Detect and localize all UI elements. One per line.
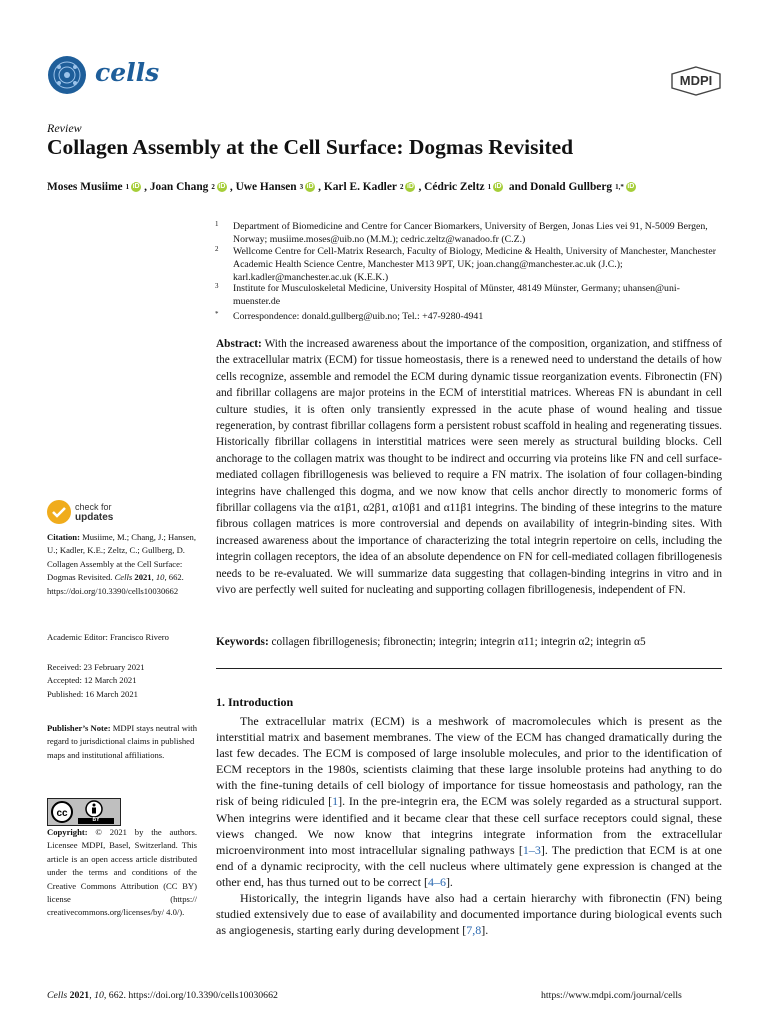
check-for-updates-button[interactable]: [47, 500, 147, 526]
author-name: Moses Musiime: [47, 181, 123, 193]
citation-label: Citation:: [47, 532, 80, 542]
article-type: Review: [47, 121, 82, 135]
author-separator: ,: [144, 181, 150, 193]
section-heading: 1. Introduction: [216, 695, 294, 709]
orcid-icon[interactable]: iD: [494, 183, 502, 190]
orcid-icon[interactable]: iD: [306, 183, 314, 190]
keywords-text: collagen fibrillogenesis; fibronectin; integrin; integrin α11; integrin α2; integrin α5: [271, 636, 646, 648]
author-name: Joan Chang: [149, 181, 209, 193]
orcid-icon[interactable]: iD: [406, 183, 414, 190]
accepted-date: Accepted: 12 March 2021: [47, 675, 137, 686]
paragraph: Historically, the integrin ligands have also had a certain hierarchy with fibronectin (FN) being studied extensively due to ease of availability and documented importance during biological events such as angiogenesis, starting early during development [7,8].: [216, 891, 722, 938]
journal-name[interactable]: cells: [95, 58, 160, 87]
citation-link[interactable]: 1–3: [522, 842, 541, 857]
mdpi-logo[interactable]: [670, 66, 722, 96]
author-name: Uwe Hansen: [235, 181, 297, 193]
received-date: Received: 23 February 2021: [47, 662, 145, 672]
footer-journal-url[interactable]: https://www.mdpi.com/journal/cells: [541, 990, 682, 1001]
abstract-label: Abstract:: [216, 338, 262, 350]
paragraph: The extracellular matrix (ECM) is a meshwork of macromolecules which is present as the interstitial matrix and basement membranes. The view of the ECM has changed dramatically during the last few decades. The ECM is composed of large insoluble molecules, and prior to the identification of ECM receptors in the 1980s, scientists claiming that these large insoluble proteins had anything to do with the fine-tuning details of cell biology of importance for tissue homeostasis and pathology, ran the risk of being ridiculed [1]. In the pre-integrin era, the ECM was solely regarded as a structural support. When integrins were identified and it became clear that these cell surface receptors could signal, these views changed. We now know that integrins integrate information from the extracellular microenvironment into most intracellular signaling pathways [1–3]. The prediction that ECM is at one end of a dynamic reciprocity, with the cell nucleus where ultimately gene expression is changed at the other end, has thus turned out to be correct [4–6].: [216, 714, 723, 889]
check-line2: updates: [75, 512, 114, 523]
author-name: Donald Gullberg: [530, 181, 613, 193]
orcid-icon[interactable]: iD: [218, 183, 226, 190]
published-date: Published: 16 March 2021: [47, 688, 138, 699]
check-updates-icon: [47, 500, 71, 524]
svg-text:cc: cc: [56, 808, 68, 819]
abstract: [216, 336, 722, 599]
introduction-body: [216, 713, 722, 938]
divider: [216, 668, 722, 669]
academic-editor: Academic Editor: Francisco Rivero: [47, 632, 169, 642]
keywords-label: Keywords:: [216, 636, 269, 648]
orcid-icon[interactable]: iD: [132, 183, 140, 190]
copyright-notice: Copyright: © 2021 by the authors. Licensee MDPI, Basel, Switzerland. This article is an open access article distributed under the terms and conditions of the Creative Commons Attribution (CC BY) license (https:// creativecommons.org/licenses/by/ 4.0/).: [47, 827, 197, 918]
publisher-note: Publisher’s Note: MDPI stays neutral with regard to jurisdictional claims in published maps and institutional affiliations.: [47, 723, 197, 760]
author-separator: ,: [318, 181, 324, 193]
article-title: Collagen Assembly at the Cell Surface: Dogmas Revisited: [47, 135, 574, 159]
citation-block: Citation: Musiime, M.; Chang, J.; Hansen, U.; Kadler, K.E.; Zeltz, C.; Gullberg, D. Collagen Assembly at the Cell Surface: Dogmas Revisited. Cells 2021, 10, 662. https://doi.org/10.3390/cells10030662: [47, 532, 196, 596]
cells-journal-logo: [47, 55, 87, 95]
cc-by-label: BY: [92, 817, 100, 823]
citation-link[interactable]: 7,8: [466, 923, 482, 938]
cc-by-license-badge[interactable]: [47, 798, 121, 826]
dates-block: [47, 661, 197, 701]
author-separator: and: [506, 181, 531, 193]
author-separator: ,: [229, 181, 236, 193]
citation-link[interactable]: 1: [332, 794, 339, 809]
publisher-name: MDPI: [679, 73, 713, 88]
footer-citation: Cells 2021, 10, 662. https://doi.org/10.3390/cells10030662: [47, 990, 278, 1001]
author-separator: ,: [418, 181, 425, 193]
author-list: Moses Musiime 1 iD , Joan Chang 2 iD , Uwe Hansen 3 iD , Karl E. Kadler 2 iD , Cédric Zeltz 1 iD and Donald Gullberg 1,* iD: [47, 181, 635, 193]
check-line1: check for: [75, 502, 112, 512]
author-name: Cédric Zeltz: [424, 181, 485, 193]
abstract-text: With the increased awareness about the importance of the composition, organization, and stiffness of the extracellular matrix (ECM) for tissue homeostasis, there is a renewed need to understand the details of how cells recognize, assemble and remodel the ECM during dynamic tissue reorganization events. Fibronectin (FN) and fibrillar collagens are major proteins in the ECM of interstitial matrices. Whereas FN is abundant in cell culture studies, it is often only transiently expressed in the acute phase of wound healing and tissue regeneration, by contrast fibrillar collagens form a persistent robust scaffold in healing and regenerating tissues. Historically fibrillar collagens in interstitial matrices were seen merely as structural building blocks. Cell anchorage to the collagen matrix was thought to be indirect and occurring via proteins like FN and cell surface-mediated collagen fibrillogenesis was believed to require a FN matrix. The isolation of four collagen-binding integrins have challenged this dogma, and we now know that cells anchor directly to monomeric forms of fibrillar collagens via the α1β1, α2β1, α10β1 and α11β1 integrins. The binding of these integrins to the mature fibrous collagen matrices is more controversial and depends on availability of integrin-binding sites. With increased awareness about the importance of characterizing the total integrin repertoire on cells, including the integrin collagen receptors, the idea of an absolute dependence on FN for cell-mediated collagen fibrillogenesis needs to be re-evaluated. We will summarize data suggesting that collagen-binding integrins in vitro and in vivo are perfectly well suited for nucleating and supporting collagen fibrillogenesis, independent of FN.: [216, 338, 722, 597]
citation-link[interactable]: 4–6: [427, 874, 446, 889]
author-name: Karl E. Kadler: [323, 181, 397, 193]
keywords: [216, 634, 722, 650]
orcid-icon[interactable]: iD: [627, 183, 635, 190]
